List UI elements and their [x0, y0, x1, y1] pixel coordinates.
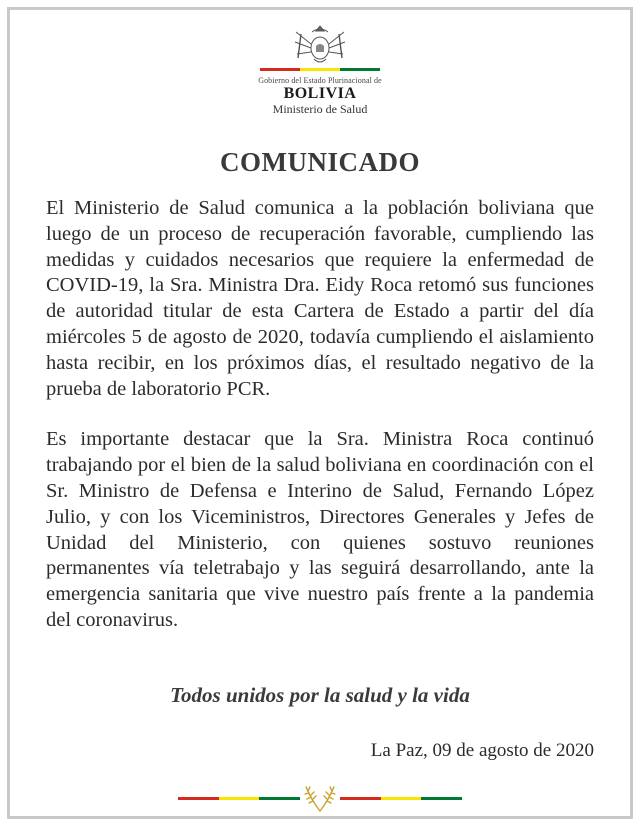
footer-ornament	[178, 783, 462, 813]
flag-stripe	[260, 68, 380, 71]
country-name: BOLIVIA	[283, 85, 357, 102]
document-body	[46, 196, 594, 634]
document-title: COMUNICADO	[220, 147, 420, 177]
bolivia-coat-of-arms-icon	[292, 22, 348, 66]
ministry-name: Ministerio de Salud	[272, 102, 368, 116]
date-line: La Paz, 09 de agosto de 2020	[370, 740, 594, 761]
body-paragraph: El Ministerio de Salud comunica a la población boliviana que luego de un proceso de recuperación favorable, cumpliendo las medidas y cuidados necesarios que requiere la enfermedad de COVID-19, la Sra. Ministra Dra. Eidy Roca retomó sus funciones de autoridad titular de esta Cartera de Estado a partir del día miércoles 5 de agosto de 2020, todavía cumpliendo el aislamiento hasta recibir, en los próximos días, el resultado negativo de la prueba de laboratorio PCR.	[46, 197, 594, 400]
body-paragraph: Es importante destacar que la Sra. Ministra Roca continuó trabajando por el bien de la salud boliviana en coordinación con el Sr. Ministro de Defensa e Interino de Salud, Fernando López Julio, y con los Viceministros, Directores Generales y Jefes de Unidad del Ministerio, con quienes sostuvo reuniones permanentes vía teletrabajo y las seguirá desarrollando, ante la emergencia sanitaria que vive nuestro país frente a la pandemia del coronavirus.	[46, 428, 594, 631]
wheat-ornament-icon	[300, 783, 340, 813]
flag-stripe-left	[178, 797, 300, 800]
slogan: Todos unidos por la salud y la vida	[170, 683, 470, 707]
letterhead	[0, 22, 640, 116]
flag-stripe-right	[340, 797, 462, 800]
government-line: Gobierno del Estado Plurinacional de	[258, 76, 382, 85]
